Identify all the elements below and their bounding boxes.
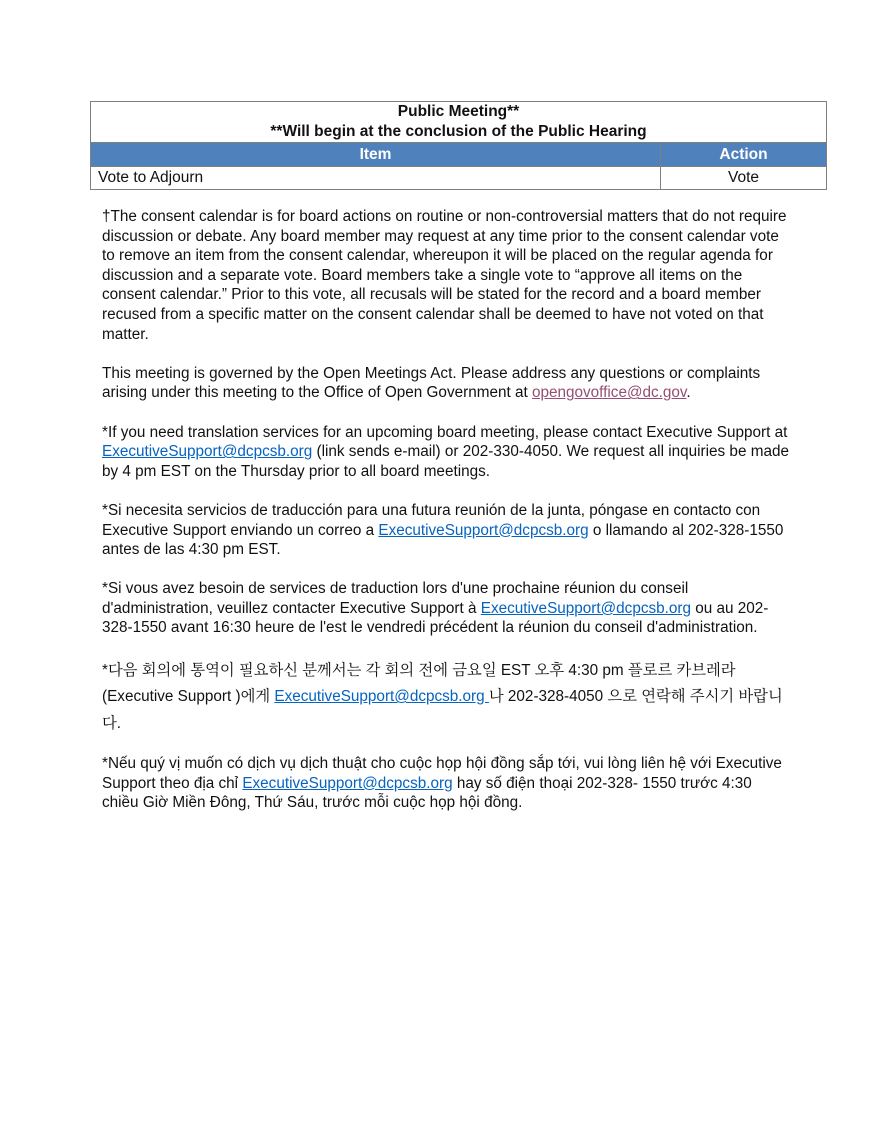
table-title	[91, 102, 827, 143]
translation-vietnamese-text: *Nếu quý vị muốn có dịch vụ dịch thuật cho cuộc họp hội đồng sắp tới, vui lòng liên hệ với Executive Support theo địa chỉ	[102, 755, 782, 792]
table-cell-item: Vote to Adjourn	[91, 167, 661, 190]
column-header-item: Item	[91, 143, 661, 167]
translation-french-text: *Si vous avez besoin de services de traduction lors d'une prochaine réunion du conseil d'administration, veuillez contacter Executive Support à	[102, 580, 689, 617]
translation-english-text: *If you need translation services for an upcoming board meeting, please contact Executive Support at	[102, 423, 788, 441]
translation-english	[102, 423, 792, 482]
translation-spanish-end: o llamando al 202-328-1550 antes de las 4:30 pm EST.	[102, 521, 784, 559]
document-body	[102, 207, 792, 833]
open-meetings-paragraph	[102, 364, 792, 403]
executive-support-email-link[interactable]: ExecutiveSupport@dcpcsb.org	[102, 443, 313, 461]
translation-french-end: ou au 202-328-1550 avant 16:30 heure de l'est le vendredi précédent la réunion du conseil d'administration.	[102, 599, 769, 637]
executive-support-email-link[interactable]: ExecutiveSupport@dcpcsb.org	[378, 521, 589, 539]
translation-english-end: (link sends e-mail) or 202-330-4050. We request all inquiries be made by 4 pm EST on the Thursday prior to all board meetings.	[102, 443, 789, 480]
opengov-email-link[interactable]: opengovoffice@dc.gov	[531, 384, 687, 402]
agenda-table	[90, 101, 827, 190]
translation-spanish-text: *Si necesita servicios de traducción para una futura reunión de la junta, póngase en contacto con Executive Support enviando un correo a	[102, 501, 761, 539]
executive-support-email-link[interactable]: ExecutiveSupport@dcpcsb.org	[480, 599, 691, 617]
executive-support-email-link[interactable]: ExecutiveSupport@dcpcsb.org	[242, 774, 453, 792]
translation-vietnamese	[102, 754, 792, 813]
table-cell-action: Vote	[661, 167, 827, 190]
executive-support-email-link[interactable]: ExecutiveSupport@dcpcsb.org	[274, 688, 489, 706]
consent-calendar-note: †The consent calendar is for board actions on routine or non-controversial matters that do not require discussion or debate. Any board member may request at any time prior to the consent calendar vote to remove an item from the consent calendar, whereupon it will be placed on the regular agenda for discussion and a separate vote. Board members take a single vote to “approve all items on the consent calendar.” Prior to this vote, all recusals will be stated for the record and a board member recused from a specific matter on the consent calendar shall be deemed to have not voted on that matter.	[102, 208, 787, 343]
column-header-action: Action	[661, 143, 827, 167]
translation-spanish	[102, 501, 792, 560]
translation-korean-text: *다음 회의에 통역이 필요하신 분께서는 각 회의 전에 금요일 EST 오후 4:30 pm 플로르 카브레라 (Executive Support )에게	[102, 661, 736, 706]
open-meetings-text: This meeting is governed by the Open Meetings Act. Please address any questions or complaints arising under this meeting to the Office of Open Government at	[102, 364, 761, 402]
translation-korean	[102, 658, 792, 738]
table-title-line2: **Will begin at the conclusion of the Public Hearing	[270, 123, 647, 140]
translation-french	[102, 579, 792, 638]
open-meetings-end: .	[686, 384, 691, 402]
table-title-row	[91, 102, 827, 143]
translation-vietnamese-end: hay số điện thoại 202-328- 1550 trước 4:30 chiều Giờ Miền Đông, Thứ Sáu, trước mỗi cuộc họp hội đồng.	[102, 774, 752, 812]
table-row	[91, 167, 827, 190]
translation-korean-end: 나 202-328-4050 으로 연락해 주시기 바랍니다.	[102, 688, 783, 732]
table-header-row	[91, 143, 827, 167]
table-title-line1: Public Meeting**	[397, 103, 520, 120]
